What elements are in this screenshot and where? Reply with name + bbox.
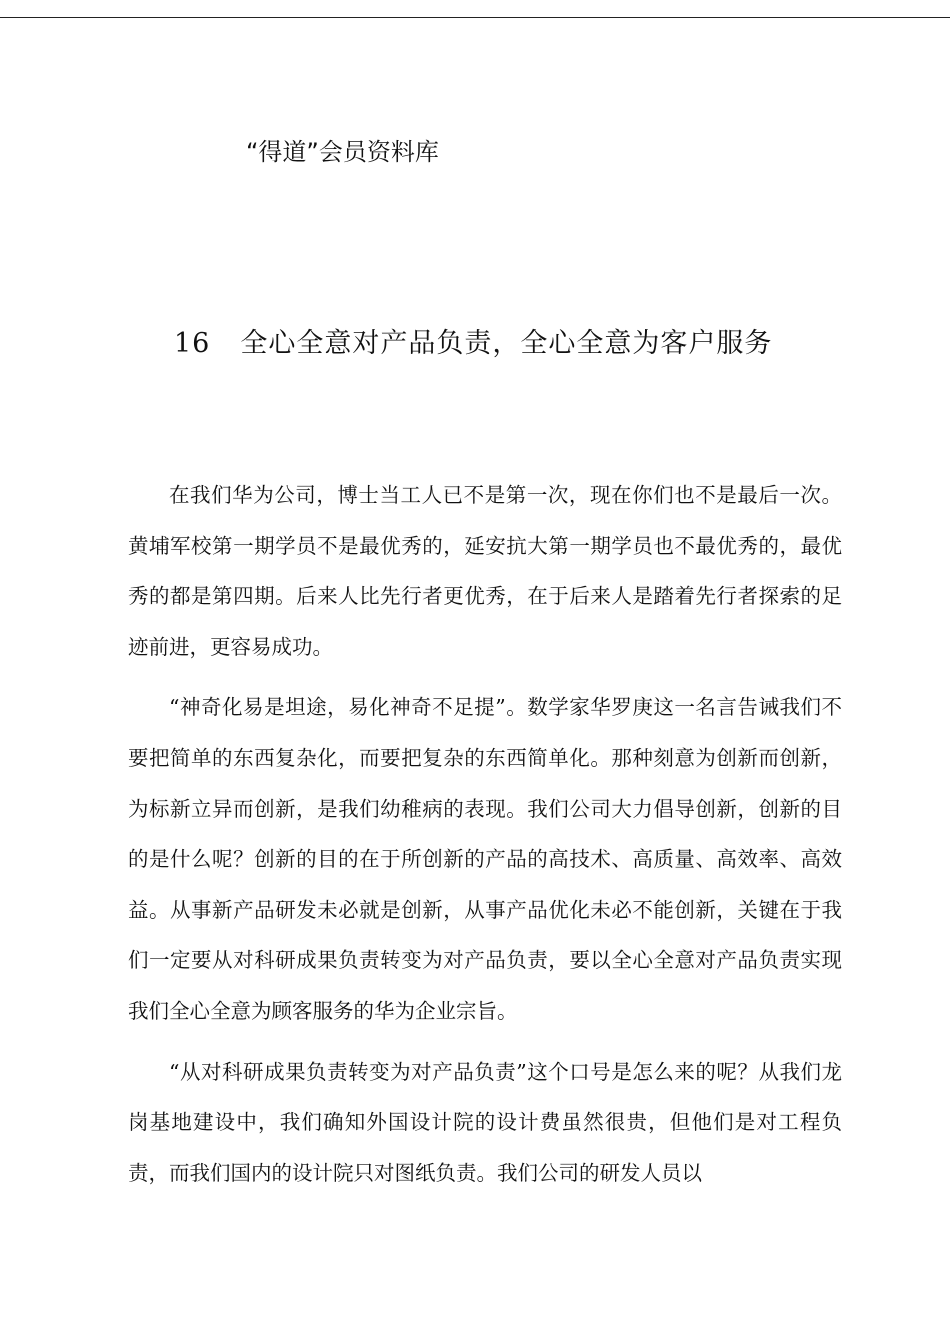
header-title: “得道”会员资料库 xyxy=(246,138,439,166)
chapter-title: 全心全意对产品负责，全心全意为客户服务 xyxy=(240,328,773,359)
paragraph: 在我们华为公司，博士当工人已不是第一次，现在你们也不是最后一次。黄埔军校第一期学员不是最优秀的，延安抗大第一期学员也不最优秀的，最优秀的都是第四期。后来人比先行者更优秀，在于后来人是踏着先行者探索的足迹前进，更容易成功。 xyxy=(128,483,842,659)
paragraph: “神奇化易是坦途，易化神奇不足提”。数学家华罗庚这一名言告诫我们不要把简单的东西复杂化，而要把复杂的东西简单化。那种刻意为创新而创新，为标新立异而创新，是我们幼稚病的表现。我们公司大力倡导创新，创新的目的是什么呢？创新的目的在于所创新的产品的高技术、高质量、高效率、高效益。从事新产品研发未必就是创新，从事产品优化未必不能创新，关键在于我们一定要从对科研成果负责转变为对产品负责，要以全心全意对产品负责实现我们全心全意为顾客服务的华为企业宗旨。 xyxy=(128,695,842,1023)
header-rule xyxy=(0,17,950,18)
chapter-number: 16 xyxy=(174,328,211,359)
chapter-heading xyxy=(174,324,772,364)
paragraph: “从对科研成果负责转变为对产品负责”这个口号是怎么来的呢？从我们龙岗基地建设中，我们确知外国设计院的设计费虽然很贵，但他们是对工程负责，而我们国内的设计院只对图纸负责。我们公司的研发人员以 xyxy=(128,1059,842,1185)
body-text xyxy=(128,470,842,1208)
